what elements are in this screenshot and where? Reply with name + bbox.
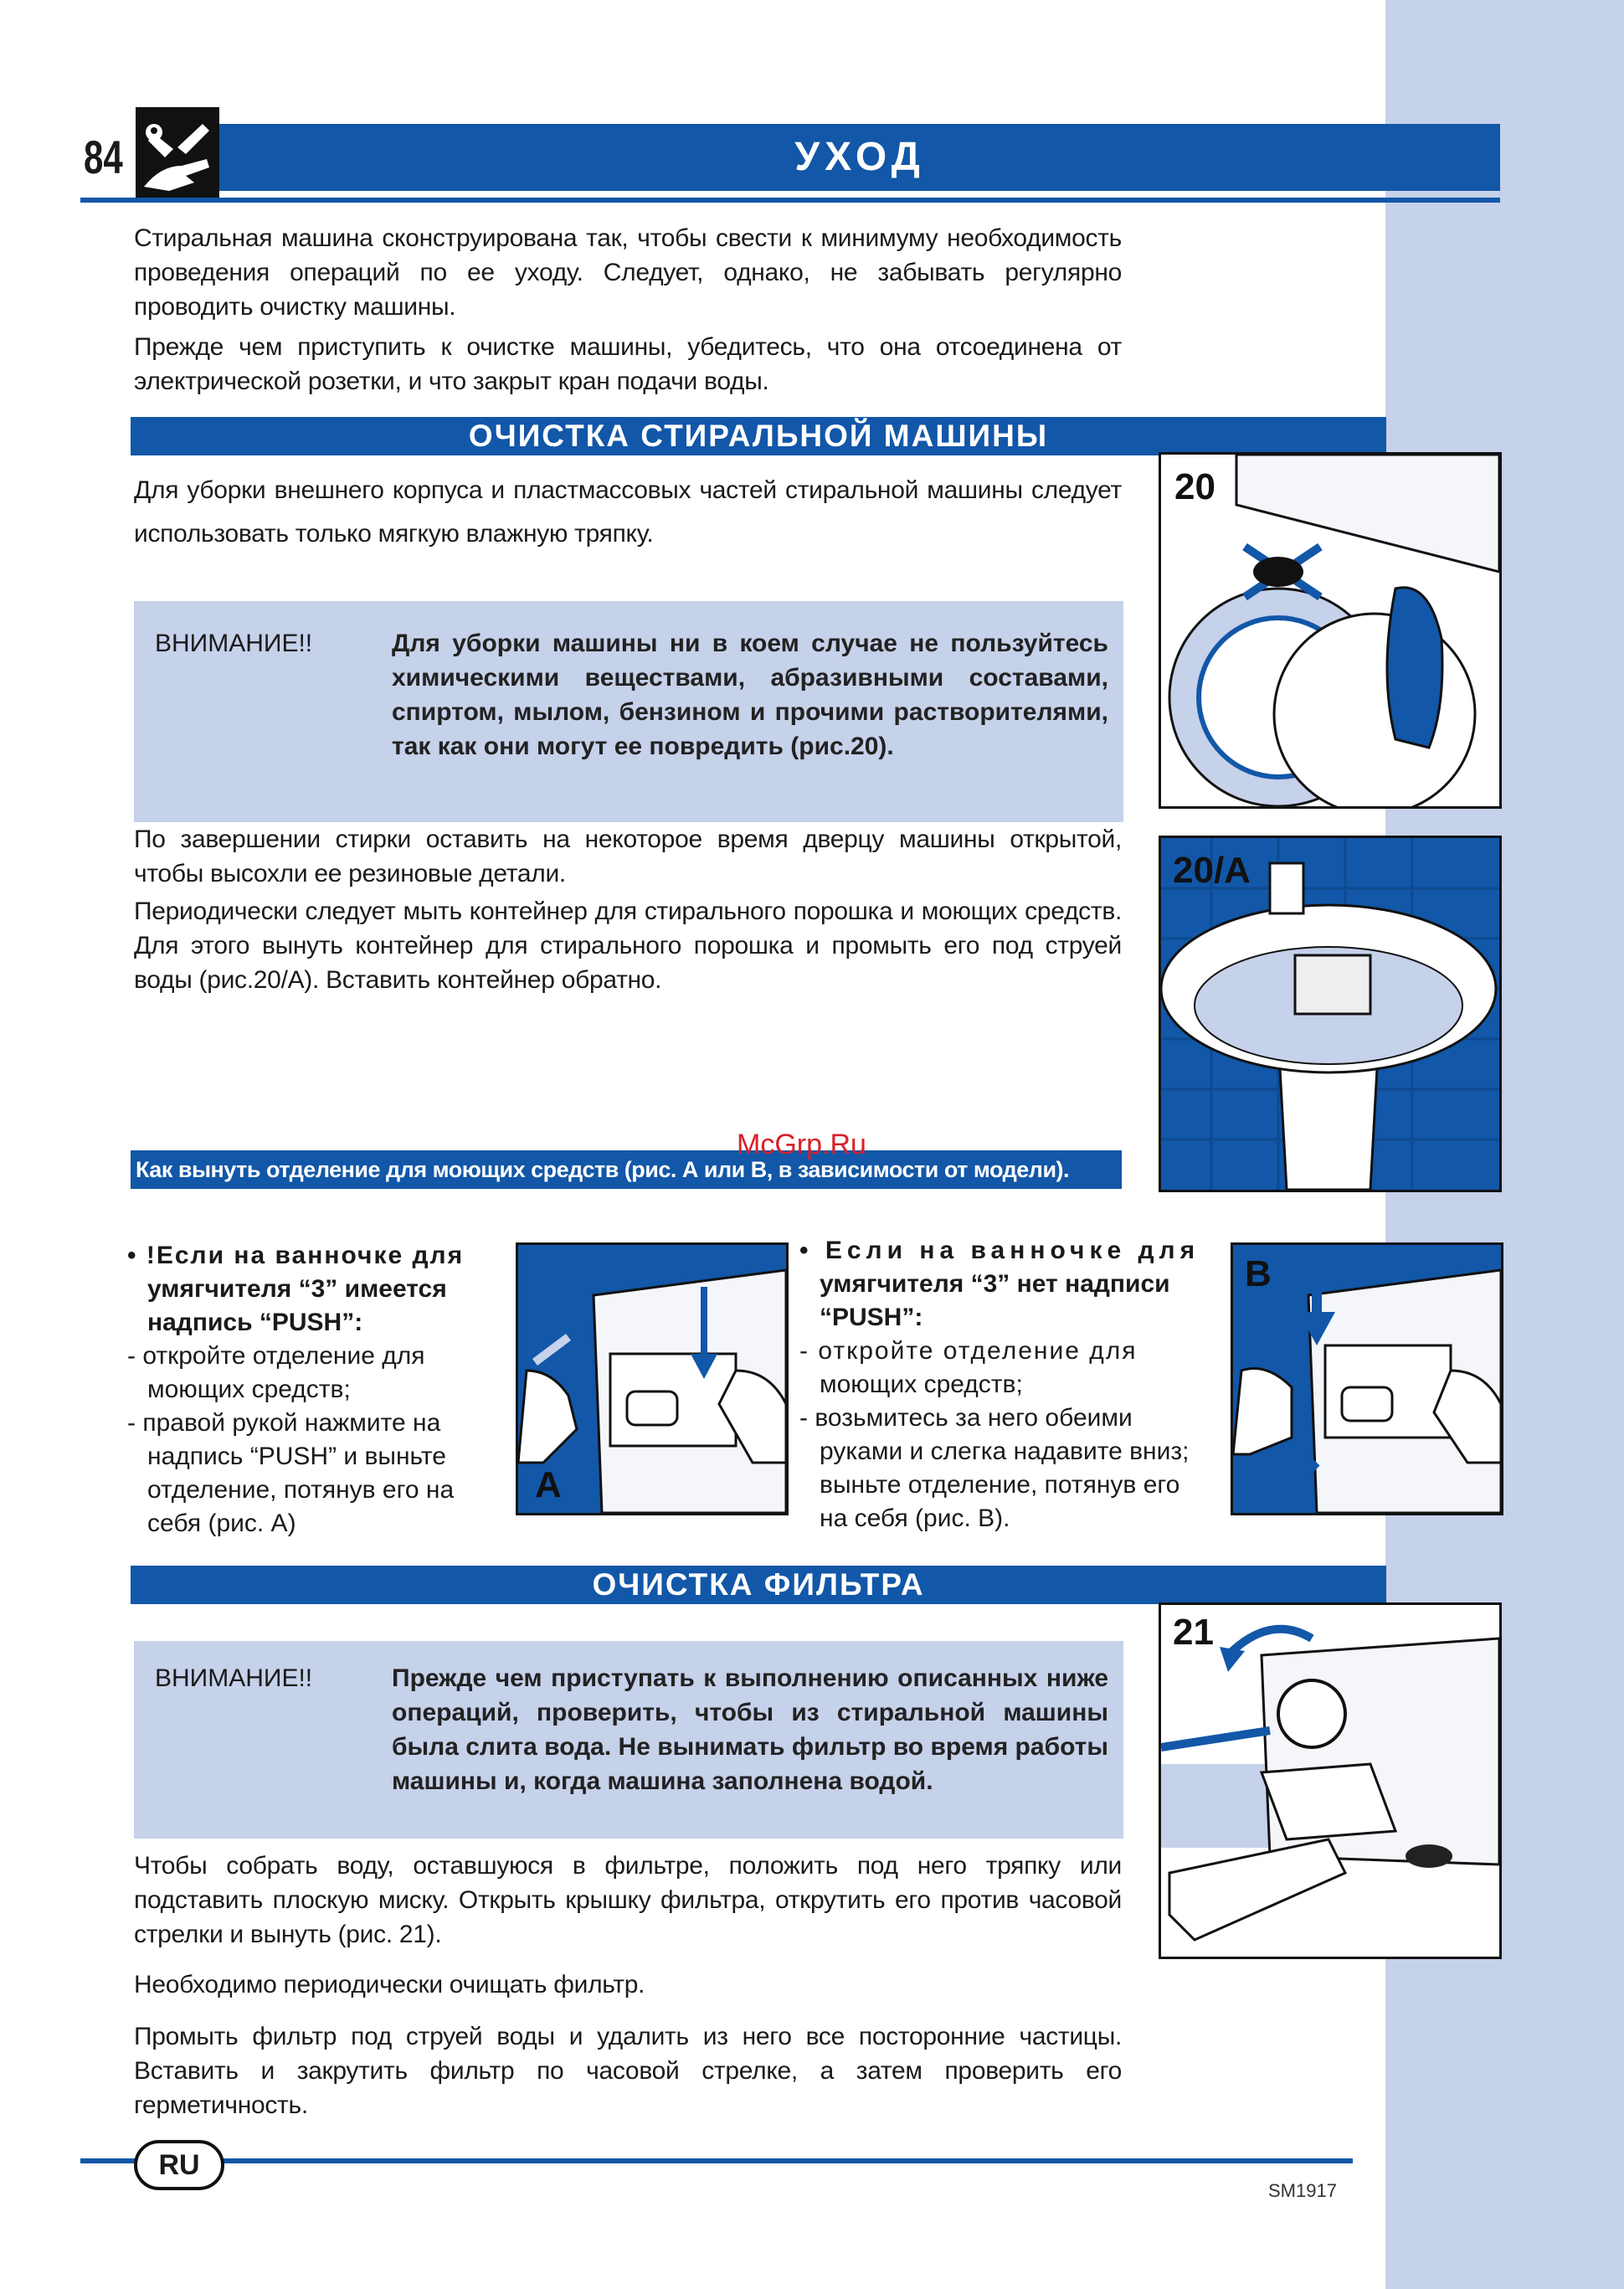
col-a-line-6: - правой рукой нажмите на — [127, 1409, 441, 1437]
section2-paragraph-1: Чтобы собрать воду, оставшуюся в фильтре, положить под него тряпку или подставить плоскую миску. Открыть крышку фильтра, открутить его против часовой стрелки и вынуть (рис. 21). — [134, 1852, 1122, 1948]
page-number: 84 — [84, 131, 123, 183]
col-a-line-9: себя (рис. А) — [147, 1510, 296, 1537]
instructions-push-model — [127, 1239, 496, 1541]
section1-paragraph-3: Периодически следует мыть контейнер для стирального порошка и моющих средств. Для этого вынуть контейнер для стирального порошка и промыть его под струей воды (рис.20/А). Вставить контейнер обратно. — [134, 898, 1122, 994]
figure-20 — [1159, 452, 1502, 809]
footer-rule — [80, 2158, 1353, 2163]
col-b-line-8: выньте отделение, потянув его — [820, 1471, 1180, 1499]
language-badge: RU — [134, 2140, 224, 2190]
figure-20a — [1159, 836, 1502, 1192]
col-b-line-9: на себя (рис. В). — [820, 1505, 1010, 1532]
col-b-line-4: - откройте отделение для — [799, 1337, 1138, 1365]
instructions-no-push-model — [799, 1234, 1210, 1535]
col-a-line-3: надпись “PUSH”: — [147, 1309, 363, 1336]
col-a-line-2: умягчителя “3” имеется — [147, 1275, 447, 1303]
figure-b-label: B — [1245, 1253, 1272, 1294]
intro-paragraph-1: Стиральная машина сконструирована так, чтобы свести к минимуму необходимость проведения операций по ее уходу. Следует, однако, не забывать регулярно проводить очистку машины. — [134, 224, 1122, 321]
col-a-line-7: надпись “PUSH” и выньте — [147, 1443, 446, 1470]
section-title-washer-cleaning: ОЧИСТКА СТИРАЛЬНОЙ МАШИНЫ — [131, 417, 1386, 455]
col-b-line-2: умягчителя “3” нет надписи — [820, 1270, 1170, 1298]
figure-21-label: 21 — [1173, 1612, 1214, 1653]
figure-20a-label: 20/A — [1173, 850, 1251, 891]
col-a-line-1: • !Если на ванночке для — [127, 1242, 465, 1269]
document-code: SM1917 — [1268, 2180, 1337, 2201]
col-a-line-5: моющих средств; — [147, 1376, 351, 1403]
figure-21 — [1159, 1602, 1502, 1959]
col-b-line-1: • Если на ванночке для — [799, 1237, 1200, 1264]
figure-a-label: A — [535, 1464, 562, 1505]
col-b-line-3: “PUSH”: — [820, 1304, 923, 1331]
section1-paragraph-2: По завершении стирки оставить на некоторое время дверцу машины открытой, чтобы высохли ее резиновые детали. — [134, 826, 1122, 887]
col-a-line-4: - откройте отделение для — [127, 1342, 425, 1370]
section-title-filter-cleaning: ОЧИСТКА ФИЛЬТРА — [131, 1566, 1386, 1604]
figure-20-label: 20 — [1174, 466, 1215, 507]
warning-label-2: ВНИМАНИЕ!! — [155, 1664, 313, 1692]
figure-a — [516, 1242, 789, 1515]
col-a-line-8: отделение, потянув его на — [147, 1476, 455, 1504]
col-b-line-7: руками и слегка надавите вниз; — [820, 1438, 1190, 1465]
section2-paragraph-3: Промыть фильтр под струей воды и удалить из него все посторонние частицы. Вставить и закрутить фильтр по часовой стрелке, а затем проверить его герметичность. — [134, 2023, 1122, 2119]
section1-paragraph-1: Для уборки внешнего корпуса и пластмассовых частей стиральной машины следует использовать только мягкую влажную тряпку. — [134, 476, 1122, 548]
section2-paragraph-2: Необходимо периодически очищать фильтр. — [134, 1971, 645, 1998]
warning-label-1: ВНИМАНИЕ!! — [155, 630, 313, 657]
figure-b — [1231, 1242, 1503, 1515]
intro-paragraph-2: Прежде чем приступить к очистке машины, убедитесь, что она отсоединена от электрической розетки, и что закрыт кран подачи воды. — [134, 333, 1122, 395]
col-b-line-6: - возьмитесь за него обеими — [799, 1404, 1133, 1432]
page-title: УХОД — [794, 135, 925, 179]
detergent-drawer-subtitle: Как вынуть отделение для моющих средств (рис. А или В, в зависимости от модели). — [131, 1150, 1122, 1189]
col-b-line-5: моющих средств; — [820, 1371, 1023, 1398]
warning-text-1: Для уборки машины ни в коем случае не пользуйтесь химическими веществами, абразивными составами, спиртом, мылом, бензином и прочими растворителями, так как они могут ее повредить (рис.20). — [392, 630, 1108, 760]
maintenance-icon — [136, 107, 219, 199]
watermark: McGrp.Ru — [737, 1129, 866, 1160]
warning-text-2: Прежде чем приступать к выполнению описанных ниже операций, проверить, чтобы из стиральной машины была слита вода. Не вынимать фильтр во время работы машины и, когда машина заполнена водой. — [392, 1664, 1108, 1795]
header-rule — [80, 198, 1500, 203]
